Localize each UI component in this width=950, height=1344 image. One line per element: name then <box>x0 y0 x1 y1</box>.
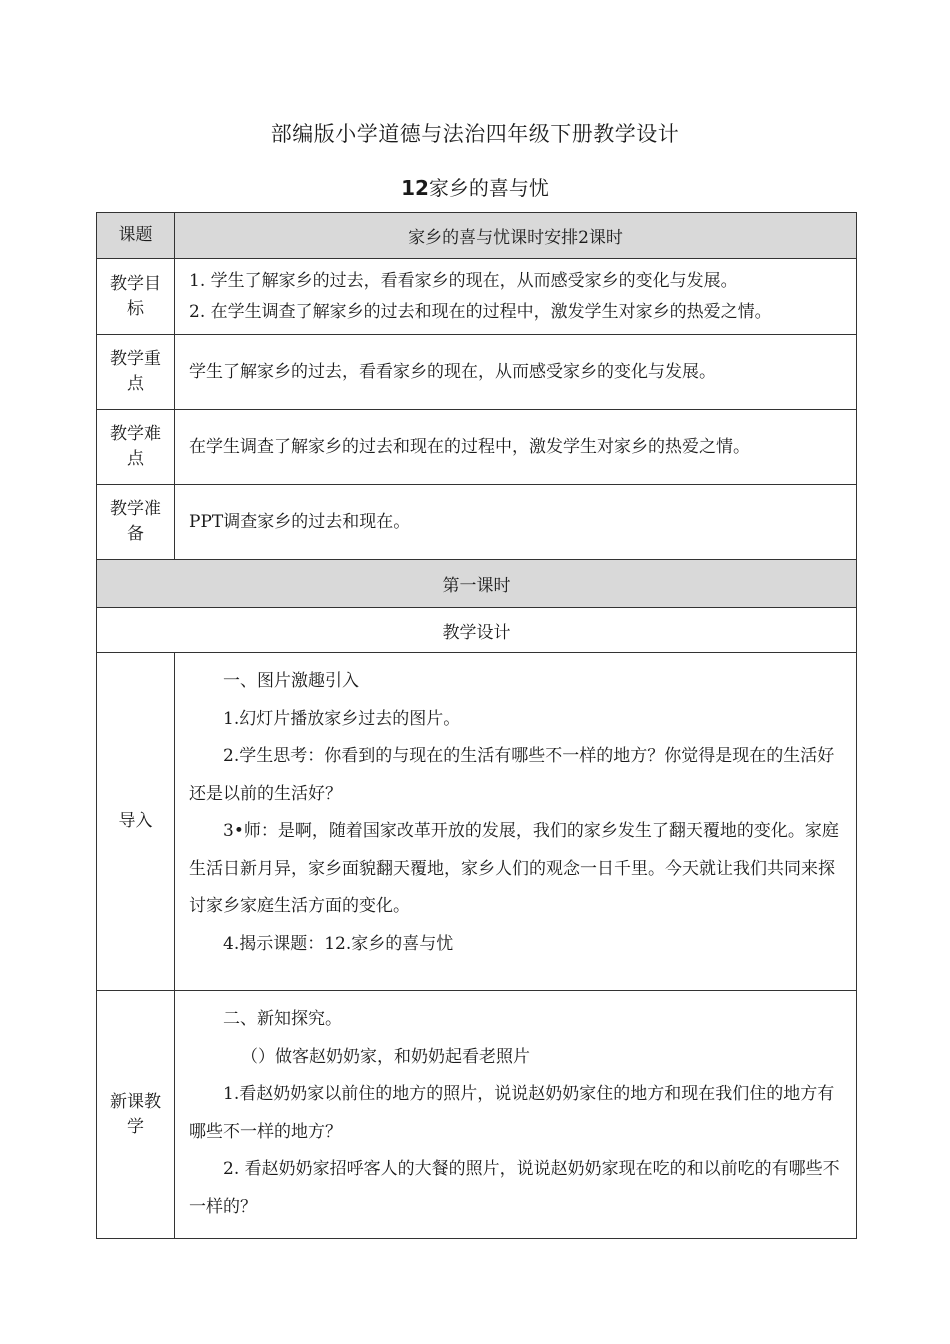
prep-value: PPT调查家乡的过去和现在。 <box>175 485 857 560</box>
prep-label: 教学准备 <box>97 485 175 560</box>
goal-item: 1. 学生了解家乡的过去，看看家乡的现在，从而感受家乡的变化与发展。 <box>189 270 738 291</box>
goal-item: 2. 在学生调查了解家乡的过去和现在的过程中，激发学生对家乡的热爱之情。 <box>189 301 772 322</box>
lesson-plan-table <box>96 212 857 1239</box>
lesson-number: 12 <box>401 176 429 200</box>
new-lesson-label: 新课教学 <box>97 991 175 1239</box>
intro-line: 2.学生思考：你看到的与现在的生活有哪些不一样的地方？你觉得是现在的生活好还是以前的生活好？ <box>189 746 835 804</box>
design-header-row <box>97 608 857 653</box>
intro-content <box>175 653 857 991</box>
intro-row <box>97 653 857 991</box>
prep-row <box>97 485 857 560</box>
page-title: 部编版小学道德与法治四年级下册教学设计 <box>270 122 680 146</box>
topic-row <box>97 213 857 259</box>
lesson-header-row <box>97 560 857 608</box>
goal-label: 教学目标 <box>97 259 175 335</box>
difficulty-value: 在学生调查了解家乡的过去和现在的过程中，激发学生对家乡的热爱之情。 <box>175 410 857 485</box>
new-lesson-line: 2. 看赵奶奶家招呼客人的大餐的照片，说说赵奶奶家现在吃的和以前吃的有哪些不一样的？ <box>189 1159 840 1217</box>
key-value: 学生了解家乡的过去，看看家乡的现在，从而感受家乡的变化与发展。 <box>175 335 857 410</box>
key-label: 教学重点 <box>97 335 175 410</box>
new-lesson-content <box>175 991 857 1239</box>
key-row <box>97 335 857 410</box>
topic-value: 家乡的喜与忧课时安排2课时 <box>175 213 857 259</box>
goal-row <box>97 259 857 335</box>
new-lesson-line: （）做客赵奶奶家，和奶奶起看老照片 <box>241 1046 530 1067</box>
intro-line: 4.揭示课题：12.家乡的喜与忧 <box>223 933 454 954</box>
lesson-header: 第一课时 <box>97 560 857 608</box>
lesson-subtitle <box>0 172 950 201</box>
new-lesson-line: 1.看赵奶奶家以前住的地方的照片，说说赵奶奶家住的地方和现在我们住的地方有哪些不一样的地方？ <box>189 1084 835 1142</box>
intro-label: 导入 <box>97 653 175 991</box>
intro-line: 一、图片激趣引入 <box>223 671 359 691</box>
difficulty-row <box>97 410 857 485</box>
intro-line: 3•师：是啊，随着国家改革开放的发展，我们的家乡发生了翻天覆地的变化。家庭生活日新月异，家乡面貌翻天覆地，家乡人们的观念一日千里。今天就让我们共同来探讨家乡家庭生活方面的变化。 <box>189 821 839 916</box>
goal-value <box>175 259 857 335</box>
topic-label: 课题 <box>97 213 175 259</box>
intro-line: 1.幻灯片播放家乡过去的图片。 <box>223 708 461 729</box>
design-header: 教学设计 <box>97 608 857 653</box>
lesson-name: 家乡的喜与忧 <box>428 176 549 200</box>
difficulty-label: 教学难点 <box>97 410 175 485</box>
new-lesson-line: 二、新知探究。 <box>223 1009 342 1029</box>
new-lesson-row <box>97 991 857 1239</box>
